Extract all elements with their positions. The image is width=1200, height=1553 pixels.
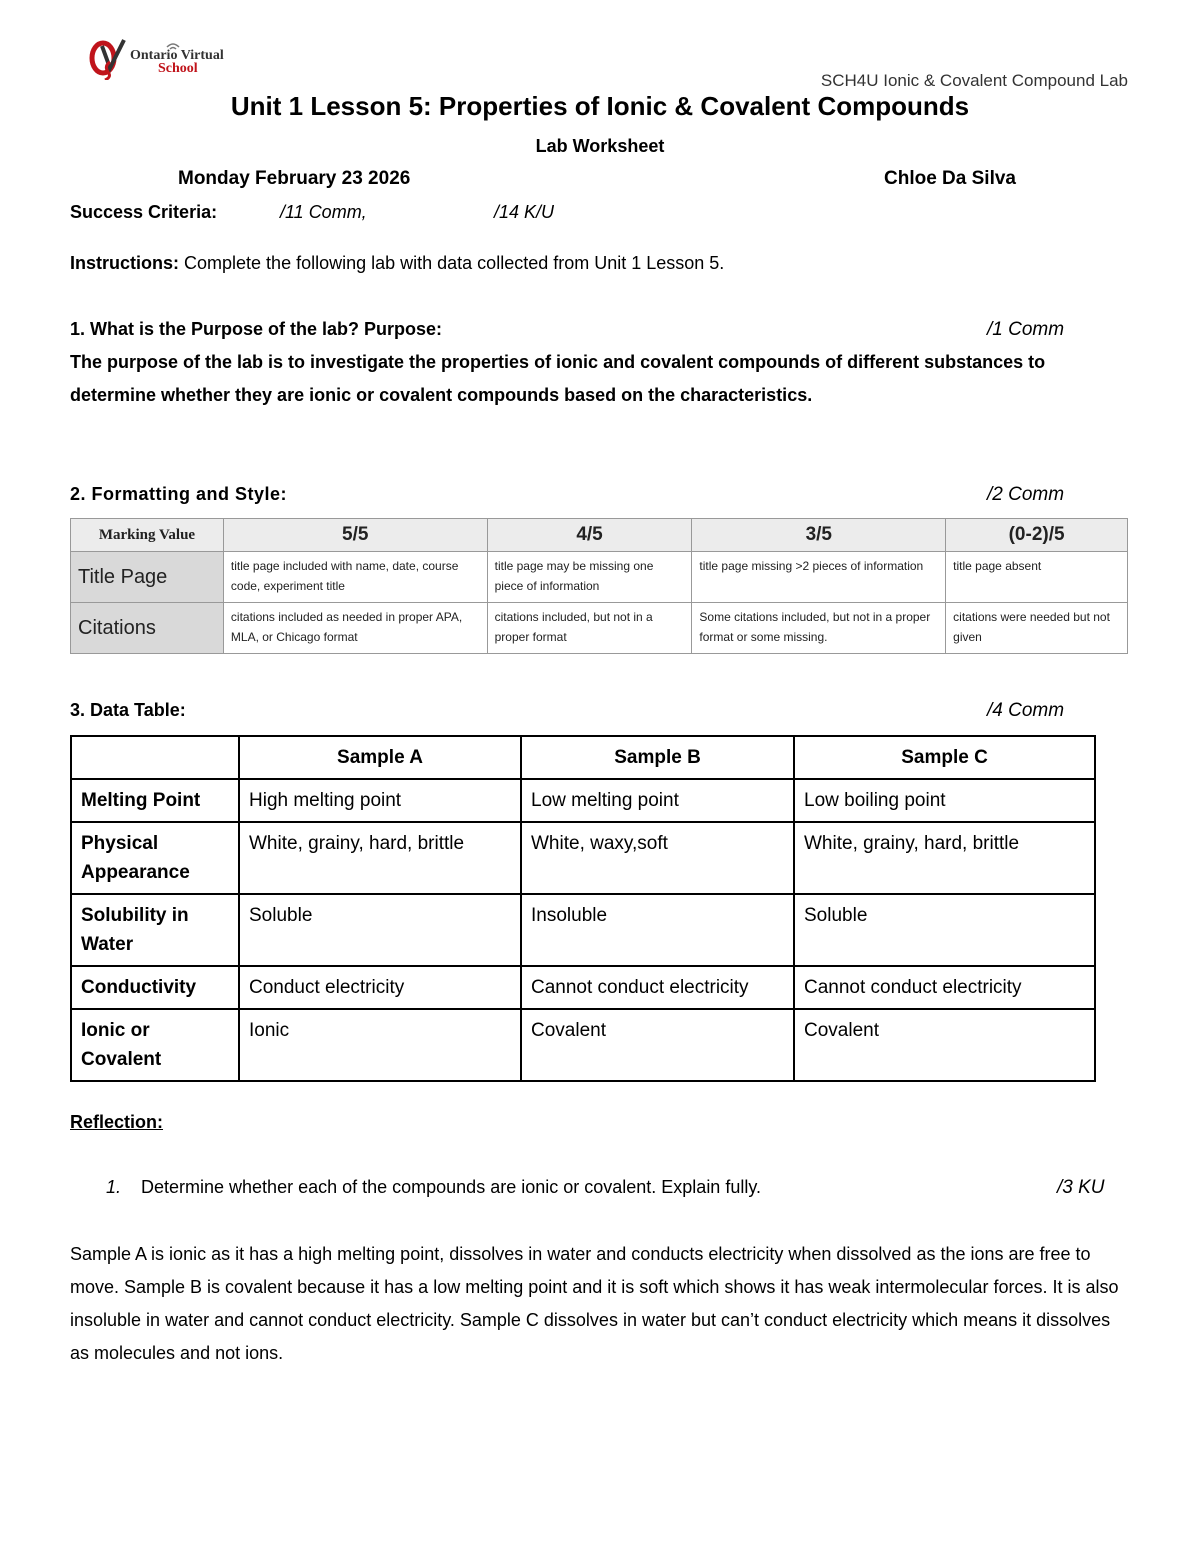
rubric-header: (0-2)/5: [946, 519, 1128, 552]
rubric-cell: citations were needed but not given: [946, 603, 1128, 654]
rubric-cell: title page may be missing one piece of information: [487, 552, 692, 603]
data-cell: Covalent: [521, 1009, 794, 1081]
rubric-cell: title page included with name, date, course code, experiment title: [223, 552, 487, 603]
course-header: SCH4U Ionic & Covalent Compound Lab: [820, 71, 1128, 90]
rubric-cell: citations included, but not in a proper format: [487, 603, 692, 654]
data-row-label: Ionic or Covalent: [71, 1009, 239, 1081]
rubric-cell: title page missing >2 pieces of information: [692, 552, 946, 603]
rubric-table: [70, 518, 1128, 654]
rubric-header: 5/5: [223, 519, 487, 552]
data-cell: Cannot conduct electricity: [794, 966, 1095, 1009]
success-criteria-label: Success Criteria:: [70, 202, 218, 222]
data-cell: Soluble: [794, 894, 1095, 966]
data-cell: High melting point: [239, 779, 521, 822]
logo-line2: School: [158, 61, 198, 76]
data-cell: Conduct electricity: [239, 966, 521, 1009]
logo-line1: Ontario Virtual: [130, 48, 224, 63]
rubric-cell: Some citations included, but not in a proper format or some missing.: [692, 603, 946, 654]
instructions: [70, 253, 724, 274]
data-cell: Covalent: [794, 1009, 1095, 1081]
page-title: Unit 1 Lesson 5: Properties of Ionic & Covalent Compounds: [230, 91, 970, 121]
rubric-row-label: Title Page: [71, 552, 224, 603]
data-row: [71, 966, 1095, 1009]
data-cell: Low melting point: [521, 779, 794, 822]
data-cell: White, grainy, hard, brittle: [239, 822, 521, 894]
q2-question: 2. Formatting and Style:: [70, 484, 288, 504]
date: Monday February 23 2026: [178, 168, 411, 189]
data-row-label: Melting Point: [71, 779, 239, 822]
data-header-row: [71, 736, 1095, 779]
q1-question: 1. What is the Purpose of the lab? Purpose:: [70, 319, 443, 339]
rubric-row-label: Citations: [71, 603, 224, 654]
reflection-heading: Reflection:: [70, 1112, 164, 1132]
data-cell: Soluble: [239, 894, 521, 966]
data-cell: Ionic: [239, 1009, 521, 1081]
student-name: Chloe Da Silva: [884, 168, 1016, 189]
data-cell: White, grainy, hard, brittle: [794, 822, 1095, 894]
reflection-question: Determine whether each of the compounds are ionic or covalent. Explain fully.: [141, 1177, 761, 1197]
data-row: [71, 1009, 1095, 1081]
q2-mark: /2 Comm: [987, 484, 1065, 505]
data-cell: Low boiling point: [794, 779, 1095, 822]
ovs-logo-icon: [88, 38, 132, 80]
instructions-text: Complete the following lab with data collected from Unit 1 Lesson 5.: [179, 253, 725, 273]
instructions-label: Instructions:: [70, 253, 180, 273]
data-cell: Cannot conduct electricity: [521, 966, 794, 1009]
data-header: Sample C: [794, 736, 1095, 779]
rubric-header: 3/5: [692, 519, 946, 552]
q1-mark: /1 Comm: [987, 319, 1065, 340]
data-row-label: Conductivity: [71, 966, 239, 1009]
data-row-label: Solubility in Water: [71, 894, 239, 966]
data-table: [70, 735, 1096, 1082]
page-subtitle: Lab Worksheet: [535, 136, 665, 156]
rubric-header: 4/5: [487, 519, 692, 552]
rubric-row: [71, 603, 1128, 654]
data-row-label: Physical Appearance: [71, 822, 239, 894]
data-cell: Insoluble: [521, 894, 794, 966]
q3-question: 3. Data Table:: [70, 700, 186, 720]
rubric-cell: title page absent: [946, 552, 1128, 603]
rubric-cell: citations included as needed in proper APA, MLA, or Chicago format: [223, 603, 487, 654]
data-corner: [71, 736, 239, 779]
rubric-corner: Marking Value: [71, 519, 224, 552]
reflection-answer: Sample A is ionic as it has a high melting point, dissolves in water and conducts electricity when dissolved as the ions are free to move. Sample B is covalent because it has a low melting point and it is soft which shows it has weak intermolecular forces. It is also insoluble in water and cannot conduct electricity. Sample C dissolves in water but can’t conduct electricity which means it dissolves as molecules and not ions.: [70, 1244, 1119, 1363]
q3-mark: /4 Comm: [987, 700, 1065, 721]
rubric-header-row: [71, 519, 1128, 552]
data-cell: White, waxy,soft: [521, 822, 794, 894]
data-header: Sample A: [239, 736, 521, 779]
success-criteria-ku: /14 K/U: [494, 202, 555, 222]
reflection-mark: /3 KU: [1057, 1177, 1105, 1198]
success-criteria-comm: /11 Comm,: [280, 202, 367, 222]
rubric-row: [71, 552, 1128, 603]
data-header: Sample B: [521, 736, 794, 779]
reflection-q-number: 1.: [106, 1177, 122, 1197]
q1-answer: The purpose of the lab is to investigate the properties of ionic and covalent compounds of different substances to determine whether they are ionic or covalent compounds based on the characteristics.: [70, 352, 1046, 405]
data-row: [71, 822, 1095, 894]
data-row: [71, 894, 1095, 966]
data-row: [71, 779, 1095, 822]
